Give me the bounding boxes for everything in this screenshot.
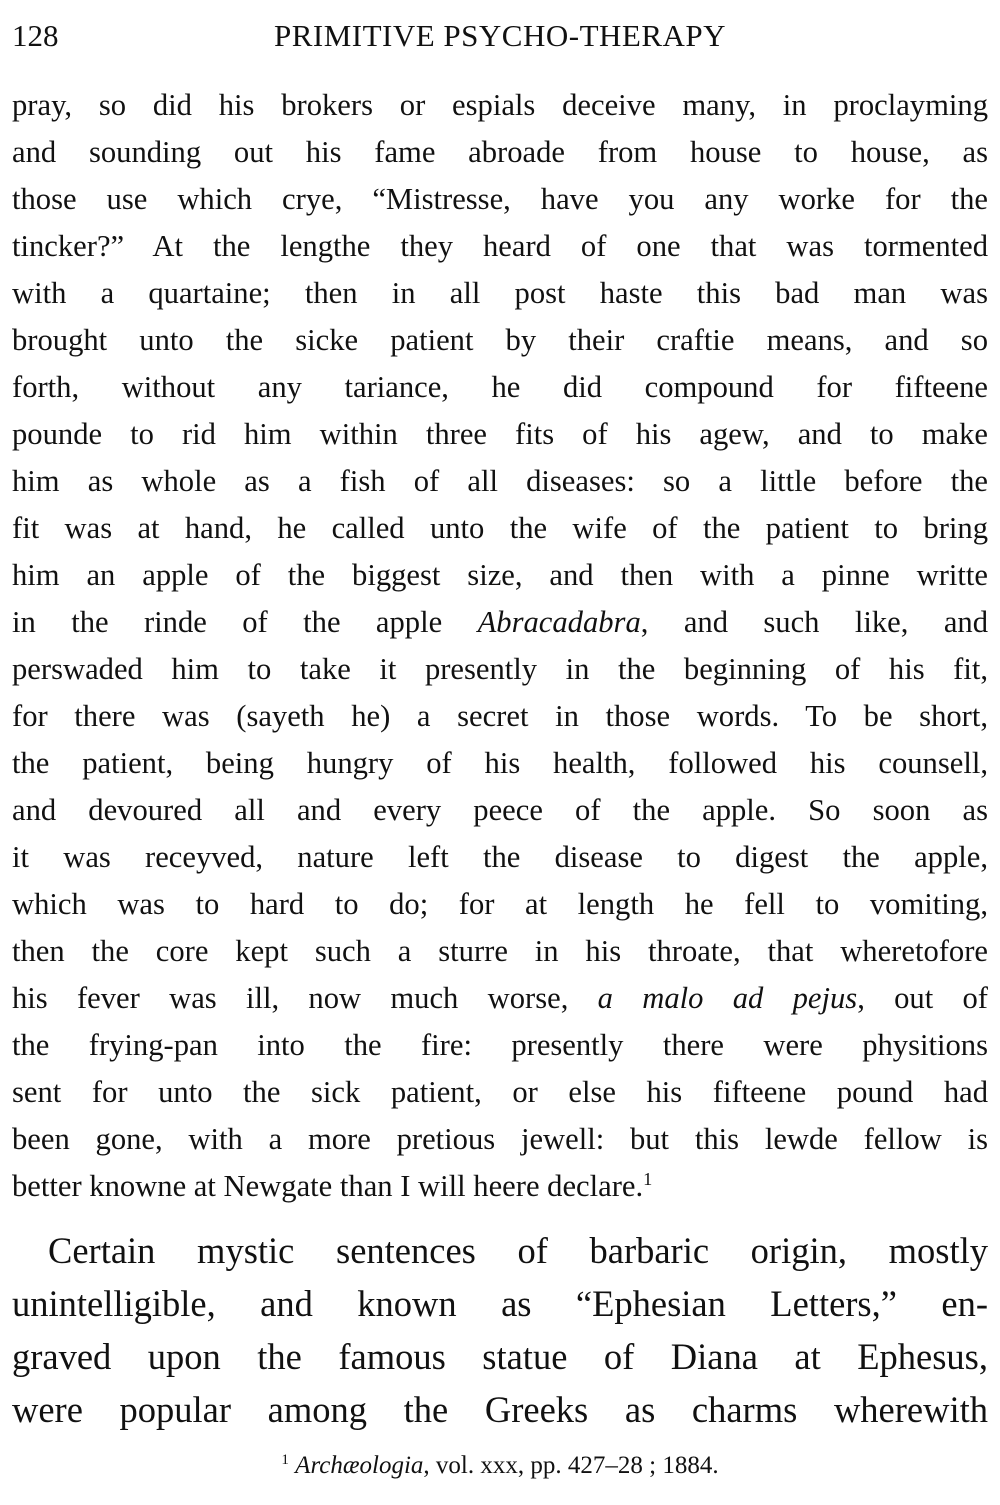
- text-line: him an apple of the biggest size, and then with a pinne writte: [12, 558, 988, 592]
- text-line: those use which crye, “Mistresse, have you any worke for the: [12, 182, 988, 216]
- text-segment: , out of: [857, 981, 988, 1015]
- text-line: Certain mystic sentences of barbaric origin, mostly: [48, 1230, 988, 1271]
- quoted-passage: [12, 82, 988, 1210]
- text-line: were popular among the Greeks as charms wherewith: [12, 1389, 988, 1430]
- text-line: sent for unto the sick patient, or else his fifteene pound had: [12, 1075, 988, 1109]
- text-line: the frying-pan into the fire: presently there were physitions: [12, 1028, 988, 1062]
- text-line: it was receyved, nature left the disease to digest the apple,: [12, 840, 988, 874]
- text-line: forth, without any tariance, he did compound for fifteene: [12, 370, 988, 404]
- text-line: [12, 1163, 988, 1210]
- text-line: the patient, being hungry of his health, followed his counsell,: [12, 746, 988, 780]
- text-line: graved upon the famous statue of Diana at Ephesus,: [12, 1336, 988, 1377]
- text-line: him as whole as a fish of all diseases: so a little before the: [12, 464, 988, 498]
- footnote-details: , vol. xxx, pp. 427–28 ; 1884.: [423, 1452, 719, 1479]
- text-line: been gone, with a more pretious jewell: but this lewde fellow is: [12, 1122, 988, 1156]
- italic-phrase: Abracadabra: [477, 605, 641, 639]
- page-header: [12, 18, 988, 58]
- text-segment: in the rinde of the apple: [12, 605, 443, 639]
- page-number: 128: [12, 18, 59, 53]
- text-line: tincker?” At the lengthe they heard of one that was tormented: [12, 229, 988, 263]
- text-line: with a quartaine; then in all post haste this bad man was: [12, 276, 988, 310]
- text-segment: , and such like, and: [640, 605, 988, 639]
- text-segment: his fever was ill, now much worse,: [12, 981, 569, 1015]
- text-line: for there was (sayeth he) a secret in those words. To be short,: [12, 699, 988, 733]
- italic-phrase: a malo ad pejus: [597, 981, 858, 1015]
- body-paragraph: [12, 1224, 988, 1436]
- footnote-marker: 1: [281, 1452, 289, 1468]
- text-line: which was to hard to do; for at length he fell to vomiting,: [12, 887, 988, 921]
- footnote-title: Archæologia: [295, 1452, 424, 1479]
- text-line: fit was at hand, he called unto the wife of the patient to bring: [12, 511, 988, 545]
- text-line: pray, so did his brokers or espials deceive many, in proclayming: [12, 88, 988, 122]
- footnote: [0, 1452, 1000, 1480]
- text-line: and sounding out his fame abroade from house to house, as: [12, 135, 988, 169]
- text-line: brought unto the sicke patient by their craftie means, and so: [12, 323, 988, 357]
- text-line: perswaded him to take it presently in the beginning of his fit,: [12, 652, 988, 686]
- text-line: [12, 975, 988, 1022]
- text-line: [12, 599, 988, 646]
- text-line: unintelligible, and known as “Ephesian Letters,” en-: [12, 1283, 988, 1324]
- text-segment: better knowne at Newgate than I will heere declare.: [12, 1169, 644, 1203]
- running-title: PRIMITIVE PSYCHO-THERAPY: [273, 18, 727, 53]
- text-line: pounde to rid him within three fits of his agew, and to make: [12, 417, 988, 451]
- text-line: then the core kept such a sturre in his throate, that wheretofore: [12, 934, 988, 968]
- footnote-reference: 1: [643, 1168, 653, 1189]
- text-line: and devoured all and every peece of the apple. So soon as: [12, 793, 988, 827]
